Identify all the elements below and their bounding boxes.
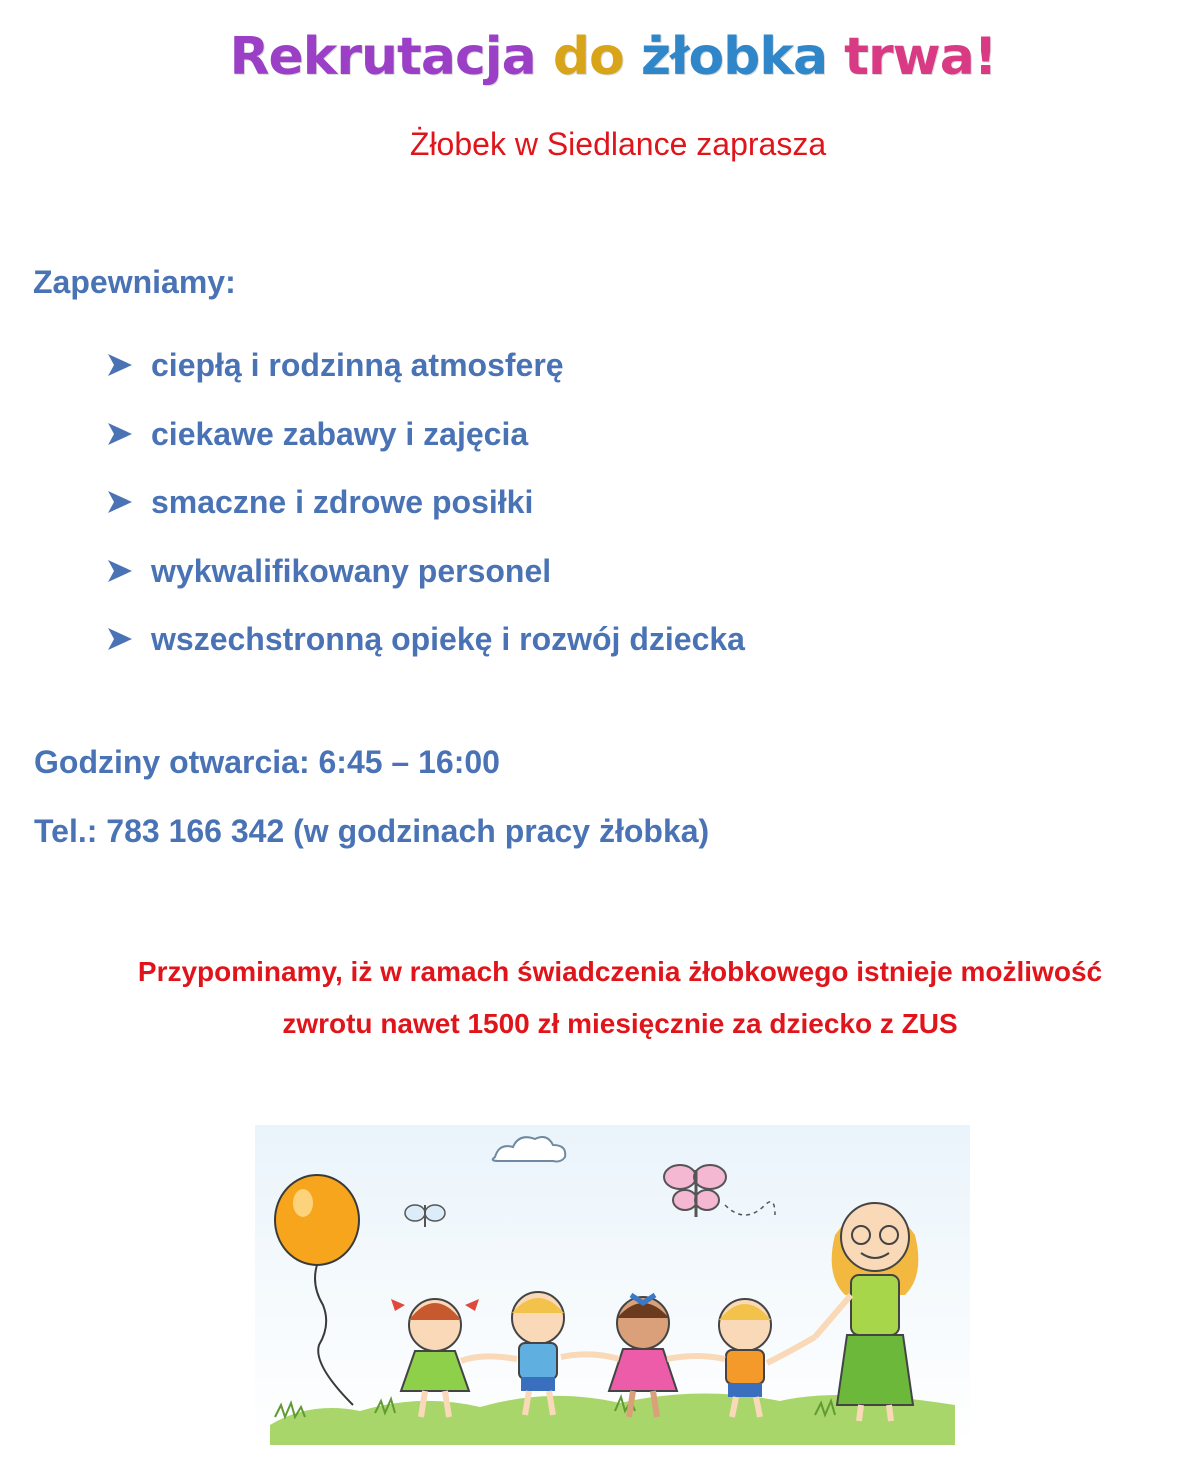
page-title xyxy=(0,22,1200,92)
title-word-2: do xyxy=(552,27,624,87)
feature-label: wszechstronną opiekę i rozwój dziecka xyxy=(151,621,745,658)
title-word-3: żłobka xyxy=(640,27,828,87)
opening-hours: Godziny otwarcia: 6:45 – 16:00 xyxy=(34,744,500,780)
feature-item xyxy=(105,468,745,537)
feature-label: ciekawe zabawy i zajęcia xyxy=(151,415,529,452)
arrow-bullet-icon xyxy=(105,624,135,654)
children-with-teacher-illustration xyxy=(255,1125,970,1445)
feature-item xyxy=(105,331,745,400)
phone-number: Tel.: 783 166 342 (w godzinach pracy żłobka) xyxy=(34,813,710,849)
feature-list xyxy=(105,331,745,674)
reminder-note xyxy=(40,946,1200,1050)
title-word-1: Rekrutacja xyxy=(229,27,536,87)
feature-label: smaczne i zdrowe posiłki xyxy=(151,484,534,521)
offer-heading: Zapewniamy: xyxy=(33,264,236,300)
feature-item xyxy=(105,605,745,674)
arrow-bullet-icon xyxy=(105,350,135,380)
reminder-line-1: Przypominamy, iż w ramach świadczenia żłobkowego istnieje możliwość xyxy=(137,956,1103,987)
title-word-4: trwa! xyxy=(844,27,997,87)
feature-label: ciepłą i rodzinną atmosferę xyxy=(151,347,564,384)
feature-item xyxy=(105,400,745,469)
arrow-bullet-icon xyxy=(105,419,135,449)
arrow-bullet-icon xyxy=(105,556,135,586)
reminder-line-2: zwrotu nawet 1500 zł miesięcznie za dziecko z ZUS xyxy=(282,1008,958,1039)
subtitle: Żłobek w Siedlance zaprasza xyxy=(409,126,827,162)
arrow-bullet-icon xyxy=(105,487,135,517)
feature-item xyxy=(105,537,745,606)
feature-label: wykwalifikowany personel xyxy=(151,552,552,589)
